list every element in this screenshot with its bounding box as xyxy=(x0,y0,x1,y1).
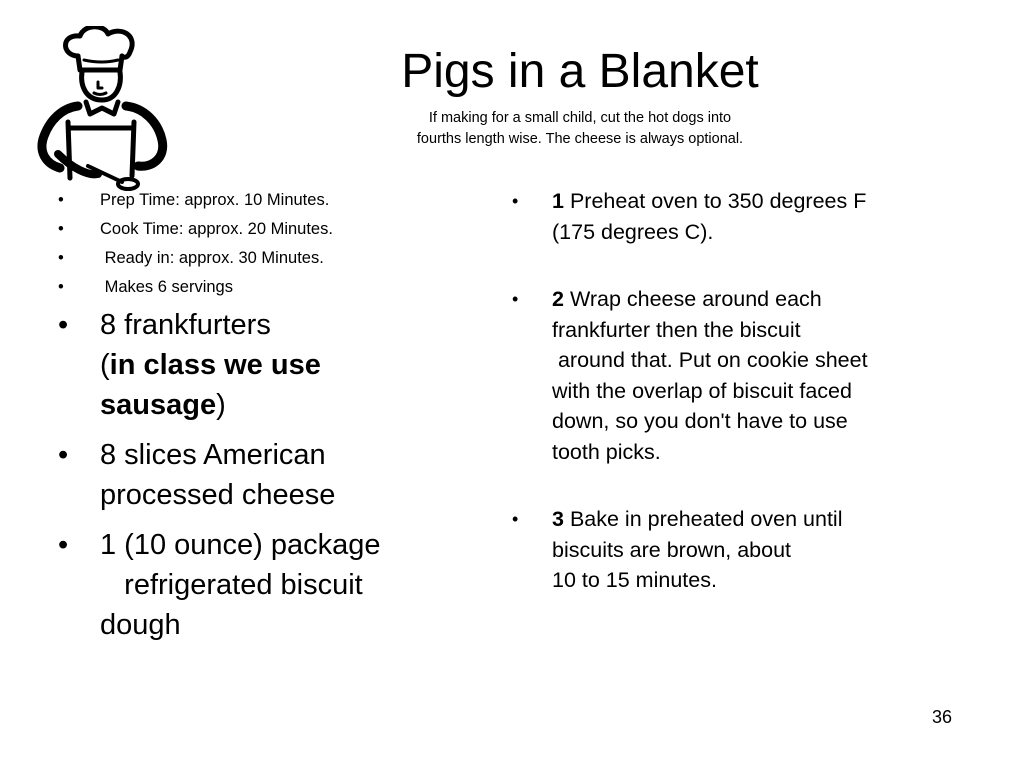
detail-text: Prep Time: approx. 10 Minutes. xyxy=(100,191,330,209)
step-line xyxy=(552,504,842,535)
step-line xyxy=(552,284,868,315)
bullet: • xyxy=(512,289,519,309)
bullet: • xyxy=(512,509,519,529)
bullet: • xyxy=(512,191,519,211)
paren: ) xyxy=(216,389,226,421)
step-text xyxy=(552,186,866,247)
ingredient-line: 8 slices American xyxy=(100,439,326,471)
ingredients-list xyxy=(58,305,458,655)
ingredient-line: 1 (10 ounce) package xyxy=(100,529,381,561)
ingredient-text xyxy=(100,305,321,425)
detail-text: Ready in: approx. 30 Minutes. xyxy=(100,249,324,267)
ingredient-item xyxy=(58,525,458,645)
ingredient-item xyxy=(58,435,458,515)
step-line-text: Preheat oven to 350 degrees F xyxy=(563,189,867,213)
step-text xyxy=(552,284,868,467)
directions-list xyxy=(512,186,952,633)
detail-item xyxy=(58,273,458,302)
ingredient-line: dough xyxy=(100,609,181,641)
ingredient-text xyxy=(100,525,381,645)
slide-subtitle xyxy=(340,108,820,150)
ingredient-line xyxy=(100,385,321,425)
bullet: • xyxy=(58,529,69,561)
bullet: • xyxy=(58,191,64,209)
step-number: 3 xyxy=(552,507,564,531)
ingredient-line: 8 frankfurters xyxy=(100,309,271,341)
detail-item xyxy=(58,215,458,244)
step-line: with the overlap of biscuit faced xyxy=(552,378,852,403)
subtitle-line: If making for a small child, cut the hot dogs into xyxy=(428,110,732,126)
detail-text: Makes 6 servings xyxy=(100,278,233,296)
step-number: 2 xyxy=(552,287,564,311)
step-line: (175 degrees C). xyxy=(552,219,714,244)
step-item xyxy=(512,186,952,247)
step-number: 1 xyxy=(552,189,564,213)
step-text xyxy=(552,504,842,596)
detail-item xyxy=(58,244,458,273)
ingredient-item xyxy=(58,305,458,425)
step-item xyxy=(512,504,952,596)
step-line: around that. Put on cookie sheet xyxy=(552,348,868,372)
ingredient-line: processed cheese xyxy=(100,479,336,511)
page-number: 36 xyxy=(932,707,953,727)
step-line xyxy=(552,186,866,217)
step-line: 10 to 15 minutes. xyxy=(552,568,717,592)
bold-note: in class we use xyxy=(109,349,321,381)
bold-note: sausage xyxy=(100,389,217,421)
ingredient-line xyxy=(100,345,321,385)
bullet: • xyxy=(58,439,69,471)
step-line: biscuits are brown, about xyxy=(552,537,792,562)
ingredient-text xyxy=(100,435,335,515)
bullet: • xyxy=(58,220,64,238)
detail-text: Cook Time: approx. 20 Minutes. xyxy=(100,220,333,238)
step-item xyxy=(512,284,952,467)
slide-title: Pigs in a Blanket xyxy=(401,45,759,98)
recipe-details-list xyxy=(58,186,458,302)
bullet: • xyxy=(58,309,69,341)
step-line: frankfurter then the biscuit xyxy=(552,317,801,342)
step-line: tooth picks. xyxy=(552,439,661,464)
paren: ( xyxy=(100,349,110,381)
bullet: • xyxy=(58,278,64,296)
ingredient-line: refrigerated biscuit xyxy=(100,569,363,601)
bullet: • xyxy=(58,249,64,267)
detail-item xyxy=(58,186,458,215)
step-line: down, so you don't have to use xyxy=(552,409,848,433)
subtitle-line: fourths length wise. The cheese is always optional. xyxy=(416,131,744,147)
step-line-text: Bake in preheated oven until xyxy=(563,507,843,531)
step-line-text: Wrap cheese around each xyxy=(563,287,822,311)
chef-icon xyxy=(32,26,172,191)
